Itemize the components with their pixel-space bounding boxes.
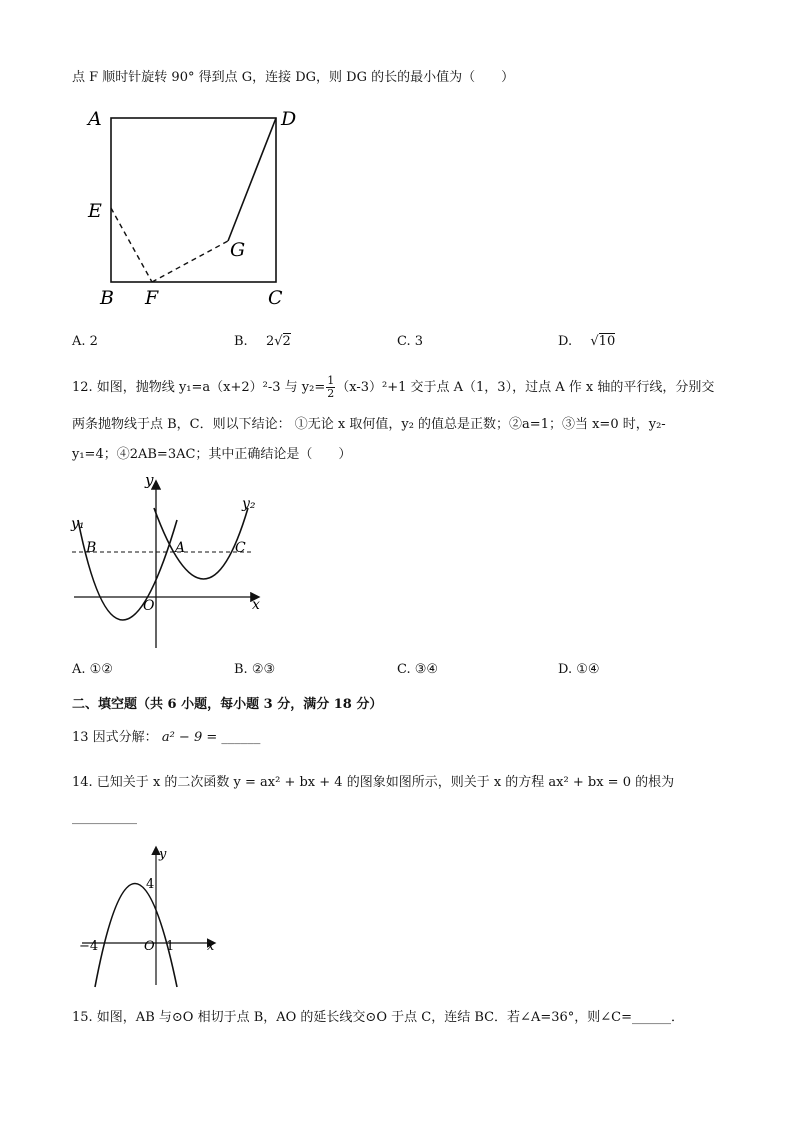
q15-blank[interactable]: ______: [632, 1010, 672, 1025]
label-c: C: [235, 540, 246, 556]
label-1: 1: [166, 939, 175, 954]
label-a: A: [88, 108, 102, 130]
q12-line2: 两条抛物线于点 B，C．则以下结论： ①无论 x 取何值，y₂ 的值总是正数；②a=1；③当 x=0 时，y₂-: [72, 417, 666, 432]
q13-line: [72, 726, 260, 745]
q11-option-d-radicand: 10: [598, 334, 616, 349]
q12-option-b[interactable]: B. ②③: [234, 662, 276, 677]
q11-option-d-prefix: D.: [558, 334, 573, 349]
q12-frac-den: 2: [327, 387, 335, 400]
q12-frac-num: 1: [327, 374, 335, 387]
q14-text: 14. 已知关于 x 的二次函数 y = ax² + bx + 4 的图象如图所示，则关于 x 的方程 ax² + bx = 0 的根为: [72, 775, 675, 790]
q15-text: 15. 如图，AB 与⊙O 相切于点 B，AO 的延长线交⊙O 于点 C，连结 BC．若∠A=36°，则∠C=: [72, 1010, 633, 1025]
segment-ef: [111, 208, 152, 282]
label-x: x: [207, 939, 215, 954]
q12-option-d[interactable]: D. ①④: [558, 662, 600, 677]
label-x: x: [252, 597, 260, 613]
q11-square-figure: [80, 100, 310, 315]
label-4: 4: [146, 877, 155, 892]
label-c: C: [268, 287, 283, 309]
q11-option-b[interactable]: [234, 334, 291, 349]
label-neg4: −4: [79, 939, 99, 954]
q11-option-b-coef: 2: [265, 334, 275, 349]
q13-expr: a² − 9 =: [161, 730, 218, 745]
label-o: O: [144, 939, 155, 954]
q13-blank[interactable]: ______: [221, 730, 261, 745]
label-y2: y₂: [242, 496, 256, 512]
q12-parabola-figure: [66, 470, 276, 655]
q11-option-b-prefix: B.: [234, 334, 248, 349]
segment-fg: [152, 241, 228, 282]
q13-text: 13 因式分解：: [72, 730, 158, 745]
q11-stem-tail: 点 F 顺时针旋转 90° 得到点 G，连接 DG，则 DG 的长的最小值为（ ）: [72, 70, 515, 85]
q11-option-c[interactable]: C. 3: [397, 334, 424, 349]
label-b: B: [86, 540, 97, 556]
square-abcd: [111, 118, 276, 282]
q12-option-a[interactable]: A. ①②: [72, 662, 113, 677]
label-y1: y₁: [71, 516, 85, 532]
section-heading: 二、填空题（共 6 小题，每小题 3 分，满分 18 分）: [72, 697, 383, 712]
q12-curve-y1: [78, 520, 177, 620]
q14-blank[interactable]: __________: [72, 810, 137, 825]
q12-curve-y2: [154, 508, 248, 579]
q12-option-c[interactable]: C. ③④: [397, 662, 439, 677]
q11-option-a[interactable]: A. 2: [72, 334, 98, 349]
q12-line1-head: 12. 如图，抛物线 y₁=a（x+2）²-3 与 y₂=: [72, 380, 326, 395]
label-d: D: [281, 108, 297, 130]
label-y: y: [145, 471, 154, 489]
q14-curve: [95, 884, 177, 988]
q12-line1-tail: （x-3）²+1 交于点 A（1，3），过点 A 作 x 轴的平行线，分别交: [336, 380, 715, 395]
segment-dg: [228, 118, 276, 241]
q15-end: ．: [671, 1010, 685, 1025]
label-g: G: [230, 239, 246, 261]
sqrt-sign-icon: √: [274, 334, 283, 349]
q14-parabola-figure: [76, 842, 222, 992]
q12-fraction: [326, 375, 335, 400]
q11-option-d[interactable]: [558, 334, 615, 349]
q12-line3: y₁=4；④2AB=3AC；其中正确结论是（ ）: [72, 447, 352, 462]
label-e: E: [88, 200, 102, 222]
label-b: B: [100, 287, 114, 309]
q11-option-b-radicand: 2: [282, 334, 291, 349]
label-o: O: [143, 598, 155, 614]
q12-line1: [72, 375, 714, 400]
q15-line: [72, 1006, 684, 1025]
label-y: y: [159, 847, 167, 862]
sqrt-sign-icon: √: [590, 334, 599, 349]
label-f: F: [145, 287, 159, 309]
label-a: A: [175, 540, 186, 556]
